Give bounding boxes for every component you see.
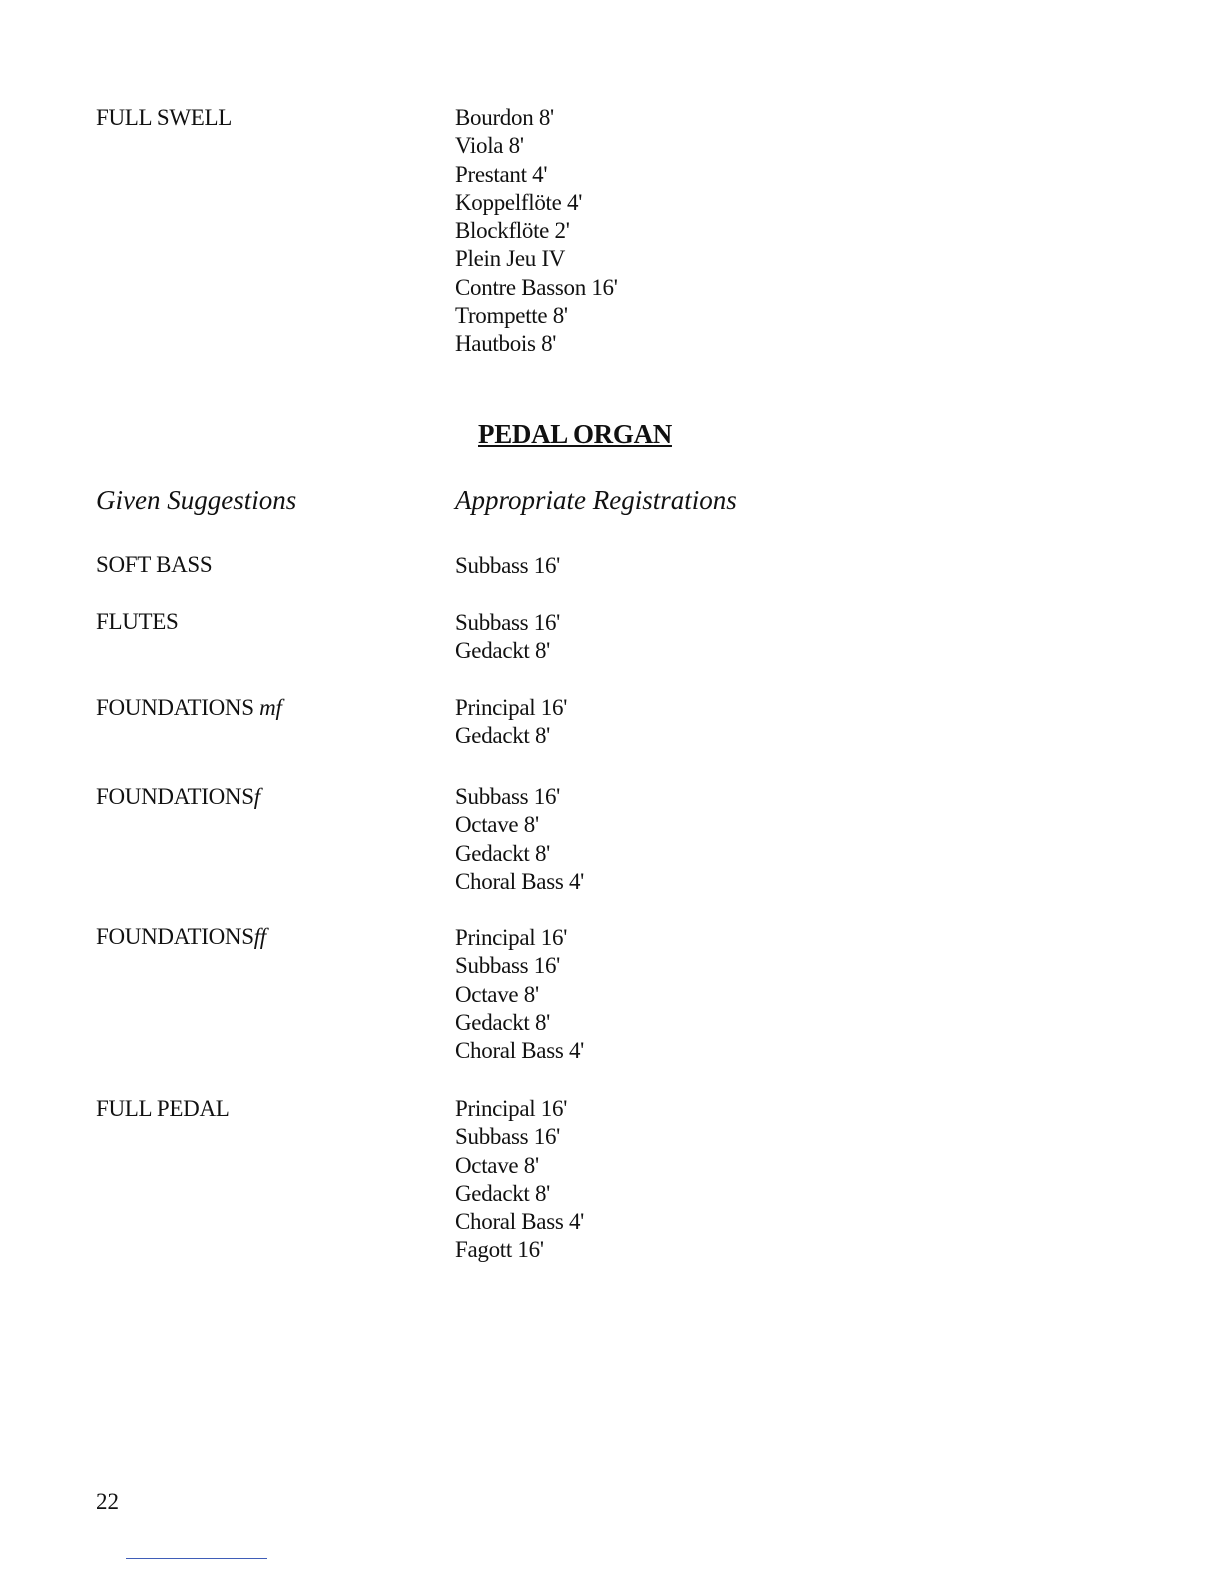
stop-item: Octave 8' [455,812,539,838]
stop-item: Gedackt 8' [455,723,551,749]
dynamic-marking: f [253,784,260,809]
stop-item: Gedackt 8' [455,1009,551,1035]
suggestion-foundations-ff [96,923,266,951]
stop-item: Prestant 4' [455,161,548,187]
stop-item: Blockflöte 2' [455,218,570,244]
registration-flutes [455,609,560,666]
suggestion-label: FULL SWELL [96,105,233,130]
suggestion-label: FOUNDATIONS [96,924,254,949]
dynamic-marking: mf [259,695,282,720]
stop-item: Trompette 8' [455,303,568,329]
suggestion-label: FULL PEDAL [96,1096,230,1121]
stop-item: Fagott 16' [455,1237,544,1263]
footer-rule [126,1558,267,1559]
stop-item: Hautbois 8' [455,331,557,357]
stop-item: Choral Bass 4' [455,868,584,894]
stop-item: Gedackt 8' [455,1180,551,1206]
stop-item: Bourdon 8' [455,105,554,130]
suggestion-label: SOFT BASS [96,552,213,577]
registration-foundations-f [455,783,584,896]
suggestion-foundations-mf [96,694,282,722]
stop-item: Subbass 16' [455,610,560,635]
stop-item: Subbass 16' [455,1124,560,1150]
stop-item: Principal 16' [455,1096,568,1121]
stop-item: Contre Basson 16' [455,274,618,300]
stop-item: Gedackt 8' [455,840,551,866]
stop-item: Choral Bass 4' [455,1209,584,1235]
stop-item: Choral Bass 4' [455,1038,584,1064]
stop-item: Octave 8' [455,981,539,1007]
suggestion-label: FOUNDATIONS [96,784,254,809]
page-number: 22 [96,1489,119,1514]
suggestion-flutes [96,608,179,636]
column-header-suggestions: Given Suggestions [96,485,297,515]
section-title: PEDAL ORGAN [478,419,672,449]
dynamic-marking: ff [253,924,266,949]
stop-item: Plein Jeu IV [455,246,566,272]
registration-soft-bass [455,552,560,580]
stop-item: Principal 16' [455,925,568,950]
stop-item: Gedackt 8' [455,638,551,664]
registration-foundations-mf [455,694,567,751]
stop-item: Principal 16' [455,695,568,720]
registration-foundations-ff [455,924,584,1065]
column-header-registrations: Appropriate Registrations [455,485,737,515]
stop-item: Subbass 16' [455,553,560,578]
stop-item: Koppelflöte 4' [455,189,583,215]
registration-full-swell [455,104,618,359]
suggestion-foundations-f [96,783,260,811]
stop-item: Subbass 16' [455,953,560,979]
stop-item: Viola 8' [455,133,524,159]
suggestion-full-pedal [96,1095,230,1123]
suggestion-label: FLUTES [96,609,179,634]
registration-full-pedal [455,1095,584,1265]
suggestion-soft-bass [96,551,212,579]
stop-item: Octave 8' [455,1152,539,1178]
suggestion-full-swell [96,104,232,132]
stop-item: Subbass 16' [455,784,560,809]
suggestion-label: FOUNDATIONS [96,695,254,720]
